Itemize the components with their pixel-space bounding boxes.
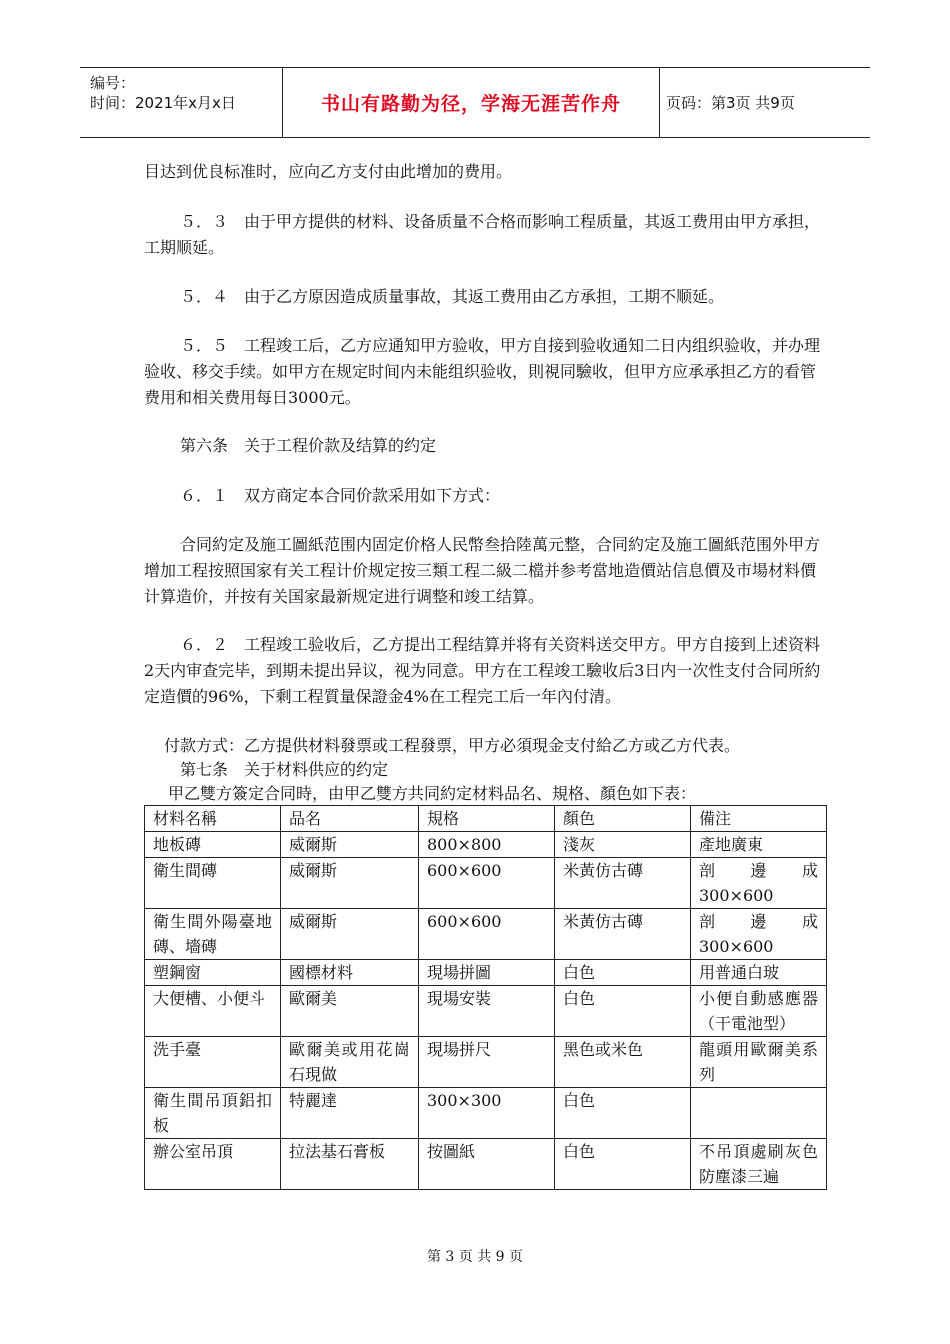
table-cell: 米黃仿古磚	[555, 909, 691, 960]
table-cell: 威爾斯	[281, 858, 419, 909]
table-cell: 現場安裝	[419, 986, 555, 1037]
table-cell: 米黃仿古磚	[555, 858, 691, 909]
paragraph-5-3: ５．３ 由于甲方提供的材料、设备质量不合格而影响工程质量，其返工费用由甲方承担，工期顺延。	[144, 212, 821, 257]
table-cell: 衛生間吊頂鋁扣板	[145, 1088, 281, 1139]
table-header-cell: 材料名稱	[145, 806, 281, 832]
table-cell: 威爾斯	[281, 909, 419, 960]
number-label: 编号：	[90, 74, 136, 92]
paragraph-continuation: 目达到优良标准时，应向乙方支付由此增加的费用。	[144, 162, 513, 181]
table-cell: 600×600	[419, 909, 555, 960]
table-header-cell: 規格	[419, 806, 555, 832]
table-header-cell: 顏色	[555, 806, 691, 832]
table-row	[145, 858, 827, 909]
header-page-label: 页码：第3页 共9页	[666, 94, 795, 112]
table-row	[145, 960, 827, 986]
page-footer: 第 3 页 共 9 页	[426, 1249, 524, 1265]
table-cell: 產地廣東	[691, 832, 827, 858]
table-cell: 拉法基石膏板	[281, 1139, 419, 1190]
table-header-row	[145, 806, 827, 832]
paragraph-6-2: ６．２ 工程竣工验收后，乙方提出工程结算并将有关资料送交甲方。甲方自接到上述资料2天内审查完毕，到期未提出异议，视为同意。甲方在工程竣工驗收后3日内一次性支付合同所約定造價的96%，下剩工程質量保證金4%在工程完工后一年內付清。	[144, 635, 821, 706]
table-cell: 300×300	[419, 1088, 555, 1139]
table-cell: 白色	[555, 960, 691, 986]
paragraph-contract-price: 合同約定及施工圖紙范围内固定价格人民幣叁拾陸萬元整，合同約定及施工圖紙范围外甲方增加工程按照国家有关工程计价规定按三類工程二級二檔并参考當地造價站信息價及市場材料價计算造价，并按有关国家最新规定进行调整和竣工结算。	[144, 535, 821, 606]
table-cell: 按圖紙	[419, 1139, 555, 1190]
table-cell: 用普通白玻	[691, 960, 827, 986]
table-cell: 剖邊成300×600	[691, 858, 827, 909]
table-cell: 白色	[555, 1088, 691, 1139]
table-row	[145, 909, 827, 960]
article-6-heading: 第六条 关于工程价款及结算的约定	[180, 436, 437, 455]
article-7-heading: 第七条 关于材料供应的约定	[180, 760, 389, 779]
table-cell: 不吊頂處刷灰色防塵漆三遍	[691, 1139, 827, 1190]
table-row	[145, 1088, 827, 1139]
paragraph-payment-method: 付款方式：乙方提供材料發票或工程發票，甲方必須現金支付給乙方或乙方代表。	[164, 736, 741, 755]
paragraph-6-1: ６．１ 双方商定本合同价款采用如下方式：	[180, 486, 501, 505]
table-cell: 白色	[555, 1139, 691, 1190]
table-cell	[691, 1088, 827, 1139]
table-cell: 黑色或米色	[555, 1037, 691, 1088]
paragraph-5-4: ５．４ 由于乙方原因造成质量事故，其返工费用由乙方承担，工期不顺延。	[180, 287, 725, 306]
table-header-cell: 備注	[691, 806, 827, 832]
table-cell: 辦公室吊頂	[145, 1139, 281, 1190]
table-cell: 特麗達	[281, 1088, 419, 1139]
table-cell: 現場拼尺	[419, 1037, 555, 1088]
table-cell: 衛生間磚	[145, 858, 281, 909]
table-row	[145, 986, 827, 1037]
table-cell: 小便自動感應器（干電池型）	[691, 986, 827, 1037]
table-cell: 地板磚	[145, 832, 281, 858]
table-cell: 歐爾美或用花崗石現做	[281, 1037, 419, 1088]
table-cell: 現場拼圖	[419, 960, 555, 986]
table-cell: 白色	[555, 986, 691, 1037]
table-row	[145, 1139, 827, 1190]
table-row	[145, 1037, 827, 1088]
table-cell: 大便槽、小便斗	[145, 986, 281, 1037]
table-cell: 歐爾美	[281, 986, 419, 1037]
paragraph-material-intro: 甲乙雙方簽定合同時，由甲乙雙方共同約定材料品名、規格、顏色如下表：	[168, 784, 697, 803]
table-cell: 600×600	[419, 858, 555, 909]
page-header	[80, 67, 870, 138]
table-cell: 威爾斯	[281, 832, 419, 858]
table-cell: 衛生間外陽臺地磚、墻磚	[145, 909, 281, 960]
table-cell: 800×800	[419, 832, 555, 858]
table-header-cell: 品名	[281, 806, 419, 832]
table-cell: 塑鋼窗	[145, 960, 281, 986]
materials-table	[144, 805, 827, 1190]
table-cell: 剖邊成300×600	[691, 909, 827, 960]
table-row	[145, 832, 827, 858]
header-motto: 书山有路勤为径，学海无涯苦作舟	[282, 68, 660, 137]
table-cell: 國標材料	[281, 960, 419, 986]
header-meta	[80, 68, 280, 137]
paragraph-5-5: ５．５ 工程竣工后，乙方应通知甲方验收，甲方自接到验收通知二日内组织验收，并办理验收、移交手续。如甲方在规定时间内未能组织验收，則視同驗收，但甲方应承承担乙方的看管费用和相关费用每日3000元。	[144, 336, 821, 407]
table-cell: 洗手臺	[145, 1037, 281, 1088]
table-cell: 龍頭用歐爾美系列	[691, 1037, 827, 1088]
time-label: 时间：2021年x月x日	[90, 94, 236, 112]
table-cell: 淺灰	[555, 832, 691, 858]
